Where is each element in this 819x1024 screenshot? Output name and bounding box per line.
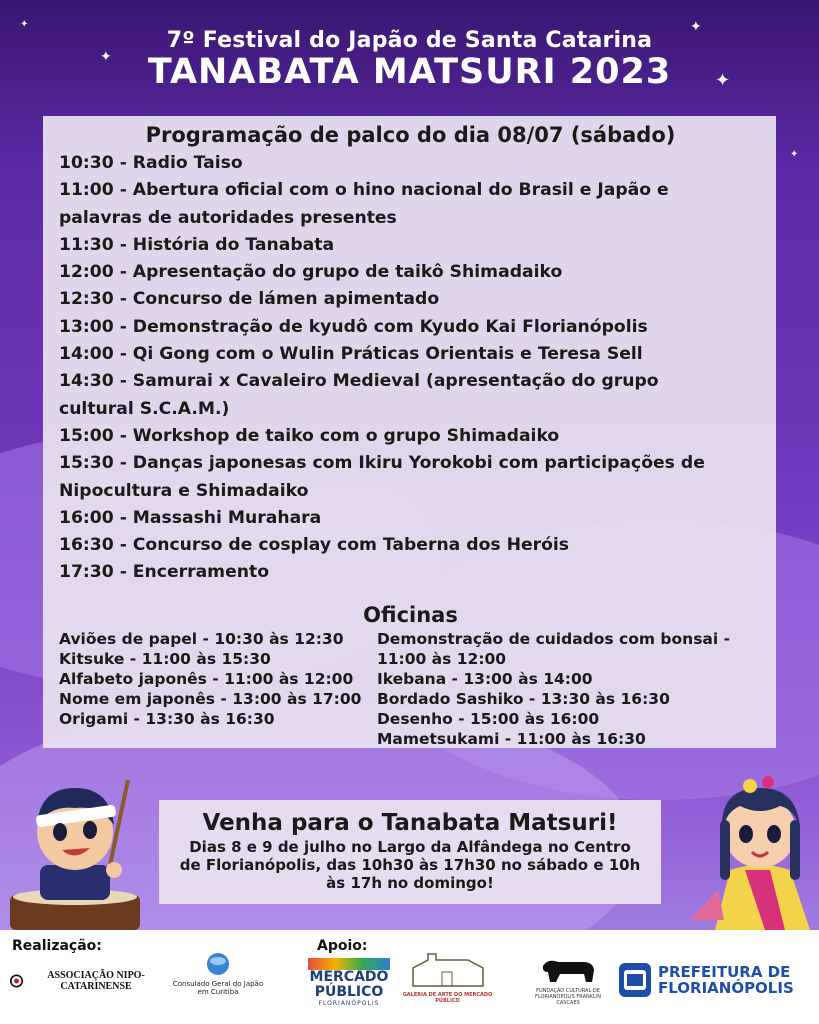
mercado-line: FLORIANÓPOLIS [318,1000,380,1007]
workshops-right-column [377,629,762,749]
fan-girl-mascot-illustration [690,770,819,930]
schedule-item: 14:30 - Samurai x Cavaleiro Medieval (apresentação do grupo [59,371,659,392]
star-icon: ✦ [690,19,702,35]
star-icon: ✦ [100,49,112,65]
building-icon [408,950,488,988]
schedule-item: 12:30 - Concurso de lámen apimentado [59,289,440,310]
prefeitura-line: FLORIANÓPOLIS [658,979,794,997]
workshop-item: Desenho - 15:00 às 16:00 [376,709,600,728]
consulado-line: Consulado Geral do Japão [172,980,264,988]
drummer-mascot-illustration [10,770,150,930]
workshop-item: Ikebana - 13:00 às 14:00 [376,669,593,688]
mercado-publico-logo [308,958,390,1007]
realizacao-label: Realização: [12,938,102,954]
associacao-logo [10,970,165,992]
header [0,28,819,91]
workshop-item: Alfabeto japonês - 11:00 às 12:00 [59,669,354,688]
schedule-item: 16:00 - Massashi Murahara [59,507,322,528]
bull-icon [538,954,598,984]
workshops-title: Oficinas [363,602,458,627]
schedule-item: cultural S.C.A.M.) [59,398,230,419]
workshop-item: Aviões de papel - 10:30 às 12:30 [59,629,344,648]
cta-line: Dias 8 e 9 de julho no Largo da Alfândega no Centro [189,838,631,856]
schedule-list [59,150,762,587]
sponsors-footer [0,930,819,1024]
festival-title: TANABATA MATSURI 2023 [147,52,672,92]
mercado-line: MERCADO [309,969,389,985]
schedule-item: 14:00 - Qi Gong com o Wulin Práticas Orientais e Teresa Sell [59,344,643,365]
schedule-item: 15:30 - Danças japonesas com Ikiru Yorokobi com participações de [59,453,705,474]
call-to-action-box [159,800,661,904]
associacao-emblem-icon [10,973,23,989]
program-panel [43,116,776,748]
fundacao-logo [528,954,608,1006]
consulado-line: em Curitiba [197,988,239,996]
schedule-item: 10:30 - Radio Taiso [59,153,243,173]
workshop-item: Kitsuke - 11:00 às 15:30 [59,649,271,668]
associacao-name: ASSOCIAÇÃO NIPO-CATARINENSE [47,970,145,992]
schedule-item: 12:00 - Apresentação do grupo de taikô Shimadaiko [59,262,563,283]
workshops-left-column [59,629,377,749]
festival-subtitle: 7º Festival do Japão de Santa Catarina [166,28,653,53]
consulado-logo [168,952,268,996]
galeria-text: GALERIA DE ARTE DO MERCADO PÚBLICO [402,992,493,1004]
program-title: Programação de palco do dia 08/07 (sábado) [145,123,676,147]
cta-line: às 17h no domingo! [326,874,494,892]
workshops-list [59,629,762,749]
cta-title: Venha para o Tanabata Matsuri! [202,810,618,836]
galeria-logo [400,950,495,1004]
star-icon: ✦ [20,19,29,30]
star-icon: ✦ [715,70,731,91]
schedule-item: Nipocultura e Shimadaiko [59,480,309,501]
apoio-label: Apoio: [317,938,368,954]
schedule-item: 11:00 - Abertura oficial com o hino nacional do Brasil e Japão e [59,180,669,201]
schedule-item: 17:30 - Encerramento [59,562,270,583]
schedule-item: 13:00 - Demonstração de kyudô com Kyudo Kai Florianópolis [59,316,648,337]
star-icon: ✦ [790,149,799,160]
workshop-item: 11:00 às 12:00 [376,649,507,668]
schedule-item: 16:30 - Concurso de cosplay com Taberna dos Heróis [59,535,570,556]
workshop-item: Origami - 13:30 às 16:30 [59,709,275,728]
cta-line: de Florianópolis, das 10h30 às 17h30 no sábado e 10h [179,856,641,874]
workshop-item: Bordado Sashiko - 13:30 às 16:30 [376,689,670,708]
workshop-item: Mametsukami - 11:00 às 16:30 [376,729,646,748]
city-crest-icon [618,962,652,998]
fundacao-text: FUNDAÇÃO CULTURAL DE FLORIANÓPOLIS FRANKLIN CASCAES [534,988,602,1006]
schedule-item: 11:30 - História do Tanabata [59,234,335,255]
workshop-item: Demonstração de cuidados com bonsai - [376,629,731,648]
prefeitura-line: PREFEITURA DE [658,963,791,981]
mercado-line: PÚBLICO [314,984,384,1000]
prefeitura-text-group [658,964,794,996]
globe-icon [206,952,230,976]
schedule-item: palavras de autoridades presentes [59,207,397,228]
workshop-item: Nome em japonês - 13:00 às 17:00 [59,689,362,708]
schedule-item: 15:00 - Workshop de taiko com o grupo Shimadaiko [59,425,560,446]
prefeitura-logo [618,962,803,998]
